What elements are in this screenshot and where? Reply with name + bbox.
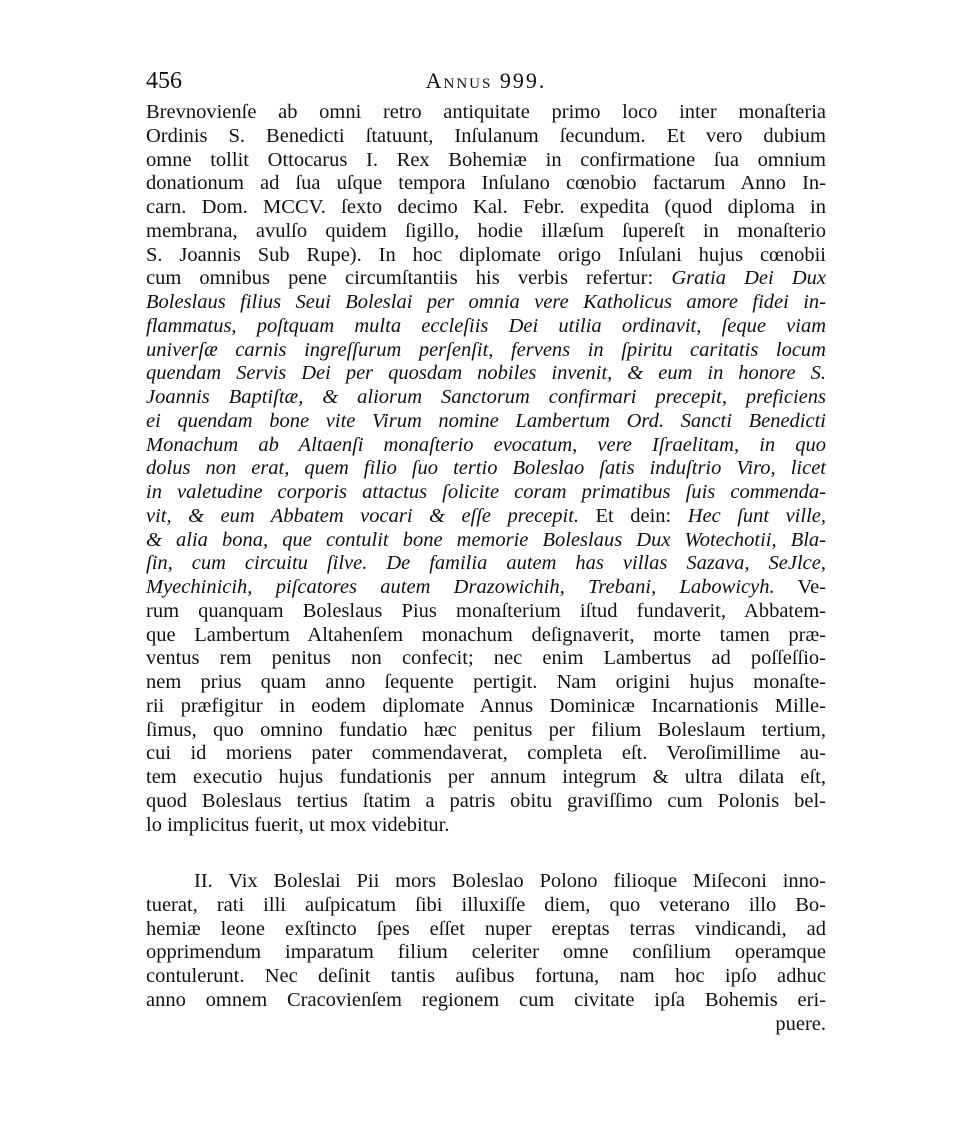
text-run: II. Vix Boleslai Pii mors Boleslao Polono filioque Miſeconi inno-: [194, 870, 826, 892]
text-line: [146, 172, 826, 196]
text-line: [146, 600, 826, 624]
paragraph-1: [146, 101, 826, 837]
text-line: [146, 894, 826, 918]
text-line: [146, 719, 826, 743]
text-line: [146, 505, 826, 529]
italic-text: Hec ſunt ville,: [687, 504, 826, 527]
text-run: quod Boleslaus tertius ſtatim a patris obitu graviſſimo cum Polonis bel-: [146, 789, 826, 812]
italic-text: Monachum ab Altaenſi monaſterio evocatum, vere Iſraelitam, in quo: [146, 433, 826, 456]
text-run: contulerunt. Nec deſinit tantis auſibus fortuna, nam hoc ipſo adhuc: [146, 965, 826, 987]
italic-text: flammatus, poſtquam multa eccleſiis Dei utilia ordinavit, ſeque viam: [146, 314, 826, 337]
text-run: tem executio hujus fundationis per annum integrum & ultra dilata eſt,: [146, 766, 826, 788]
text-run: rii præfigitur in eodem diplomate Annus Dominicæ Incarnationis Mille-: [146, 694, 826, 717]
text-run: rum quanquam Boleslaus Pius monaſterium iſtud fundaverit, Abbatem-: [146, 599, 826, 622]
italic-text: quendam Servis Dei per quosdam nobiles invenit, & eum in honore S.: [146, 362, 826, 385]
text-line: [146, 101, 826, 125]
italic-text: in valetudine corporis attactus ſolicite coram primatibus ſuis commenda-: [146, 481, 826, 503]
text-run: membrana, avulſo quidem ſigillo, hodie illæſum ſupereſt in monaſterio: [146, 219, 826, 242]
text-run: cum omnibus pene circumſtantiis his verbis refertur:: [146, 267, 672, 290]
text-line: [146, 965, 826, 989]
italic-text: ei quendam bone vite Virum nomine Lambertum Ord. Sancti Benedicti: [146, 409, 826, 432]
text-line: [146, 989, 826, 1013]
text-line: [146, 624, 826, 648]
text-line: [146, 244, 826, 268]
italic-text: ſin, cum circuitu ſilve. De familia autem has villas Sazava, SeJlce,: [146, 552, 826, 575]
text-line: [146, 481, 826, 505]
text-line: [146, 552, 826, 576]
italic-text: Gratia Dei Dux: [671, 267, 826, 290]
text-run: Et dein:: [579, 504, 688, 527]
text-line: [146, 695, 826, 719]
italic-text: univerſæ carnis ingreſſurum perſenſit, fervens in ſpiritu caritatis locum: [146, 338, 826, 361]
text-line: [146, 647, 826, 671]
text-line: [146, 386, 826, 410]
text-run: lo implicitus fuerit, ut mox videbitur.: [146, 813, 450, 836]
page-number: 456: [146, 68, 182, 94]
text-line: [146, 434, 826, 458]
text-run: ſimus, quo omnino fundatio hæc penitus per filium Boleslaum tertium,: [146, 718, 826, 741]
text-line: [146, 1013, 826, 1037]
text-run: ventus rem penitus non confecit; nec enim Lambertus ad poſſeſſio-: [146, 647, 826, 670]
text-line: [146, 457, 826, 481]
text-run: carn. Dom. MCCV. ſexto decimo Kal. Febr. expedita (quod diploma in: [146, 196, 826, 218]
page-header: [146, 68, 826, 102]
text-line: [146, 125, 826, 149]
text-line: [146, 410, 826, 434]
text-line: [146, 315, 826, 339]
text-line: [146, 149, 826, 173]
text-run: Brevnovienſe ab omni retro antiquitate primo loco inter monaſteria: [146, 101, 826, 123]
text-line: [146, 291, 826, 315]
text-line: [146, 918, 826, 942]
italic-text: Boleslaus filius Seui Boleslai per omnia vere Katholicus amore fidei in-: [146, 291, 826, 313]
text-run: nem prius quam anno ſequente pertigit. Nam origini hujus monaſte-: [146, 671, 826, 693]
text-line: [146, 941, 826, 965]
text-line: [146, 671, 826, 695]
text-line: [146, 220, 826, 244]
text-run: anno omnem Cracovienſem regionem cum civitate ipſa Bohemis eri-: [146, 988, 826, 1011]
text-run: Ordinis S. Benedicti ſtatuunt, Inſulanum ſecundum. Et vero dubium: [146, 124, 826, 147]
text-line: [146, 196, 826, 220]
text-line: [146, 790, 826, 814]
text-run: puere.: [775, 1012, 826, 1035]
text-run: que Lambertum Altahenſem monachum deſignaverit, morte tamen præ-: [146, 623, 826, 646]
text-line: [146, 814, 826, 838]
italic-text: dolus non erat, quem filio ſuo tertio Boleslao ſatis induſtrio Viro, licet: [146, 457, 826, 480]
text-run: Ve-: [774, 576, 827, 598]
text-line: [146, 529, 826, 553]
italic-text: vit, & eum Abbatem vocari & eſſe precepit.: [146, 504, 580, 527]
text-line: [146, 766, 826, 790]
text-run: donationum ad ſua uſque tempora Inſulano cœnobio factarum Anno In-: [146, 172, 826, 195]
text-run: tuerat, rati illi auſpicatum ſibi illuxiſſe diem, quo veterano illo Bo-: [146, 893, 826, 916]
italic-text: Myechinicih, piſcatores autem Drazowichih, Trebani, Labowicyh.: [146, 576, 775, 598]
text-line: [146, 339, 826, 363]
text-run: cui id moriens pater commendaverat, completa eſt. Veroſimillime au-: [146, 742, 826, 765]
text-run: hemiæ leone exſtincto ſpes eſſet nuper ereptas terras vindicandi, ad: [146, 917, 826, 940]
italic-text: & alia bona, que contulit bone memorie Boleslaus Dux Wotechotii, Bla-: [146, 528, 826, 551]
text-line: [146, 742, 826, 766]
text-line: [146, 576, 826, 600]
text-line: [146, 362, 826, 386]
paragraph-2: [146, 870, 826, 1036]
text-run: opprimendum imparatum filium celeriter omne conſilium operamque: [146, 941, 826, 964]
italic-text: Joannis Baptiſtæ, & aliorum Sanctorum confirmari precepit, preficiens: [146, 386, 826, 408]
text-run: omne tollit Ottocarus I. Rex Bohemiæ in confirmatione ſua omnium: [146, 148, 826, 171]
running-title: Annus 999.: [425, 68, 547, 93]
text-line: [146, 870, 826, 894]
text-line: [146, 267, 826, 291]
text-run: S. Joannis Sub Rupe). In hoc diplomate origo Inſulani hujus cœnobii: [146, 243, 826, 266]
